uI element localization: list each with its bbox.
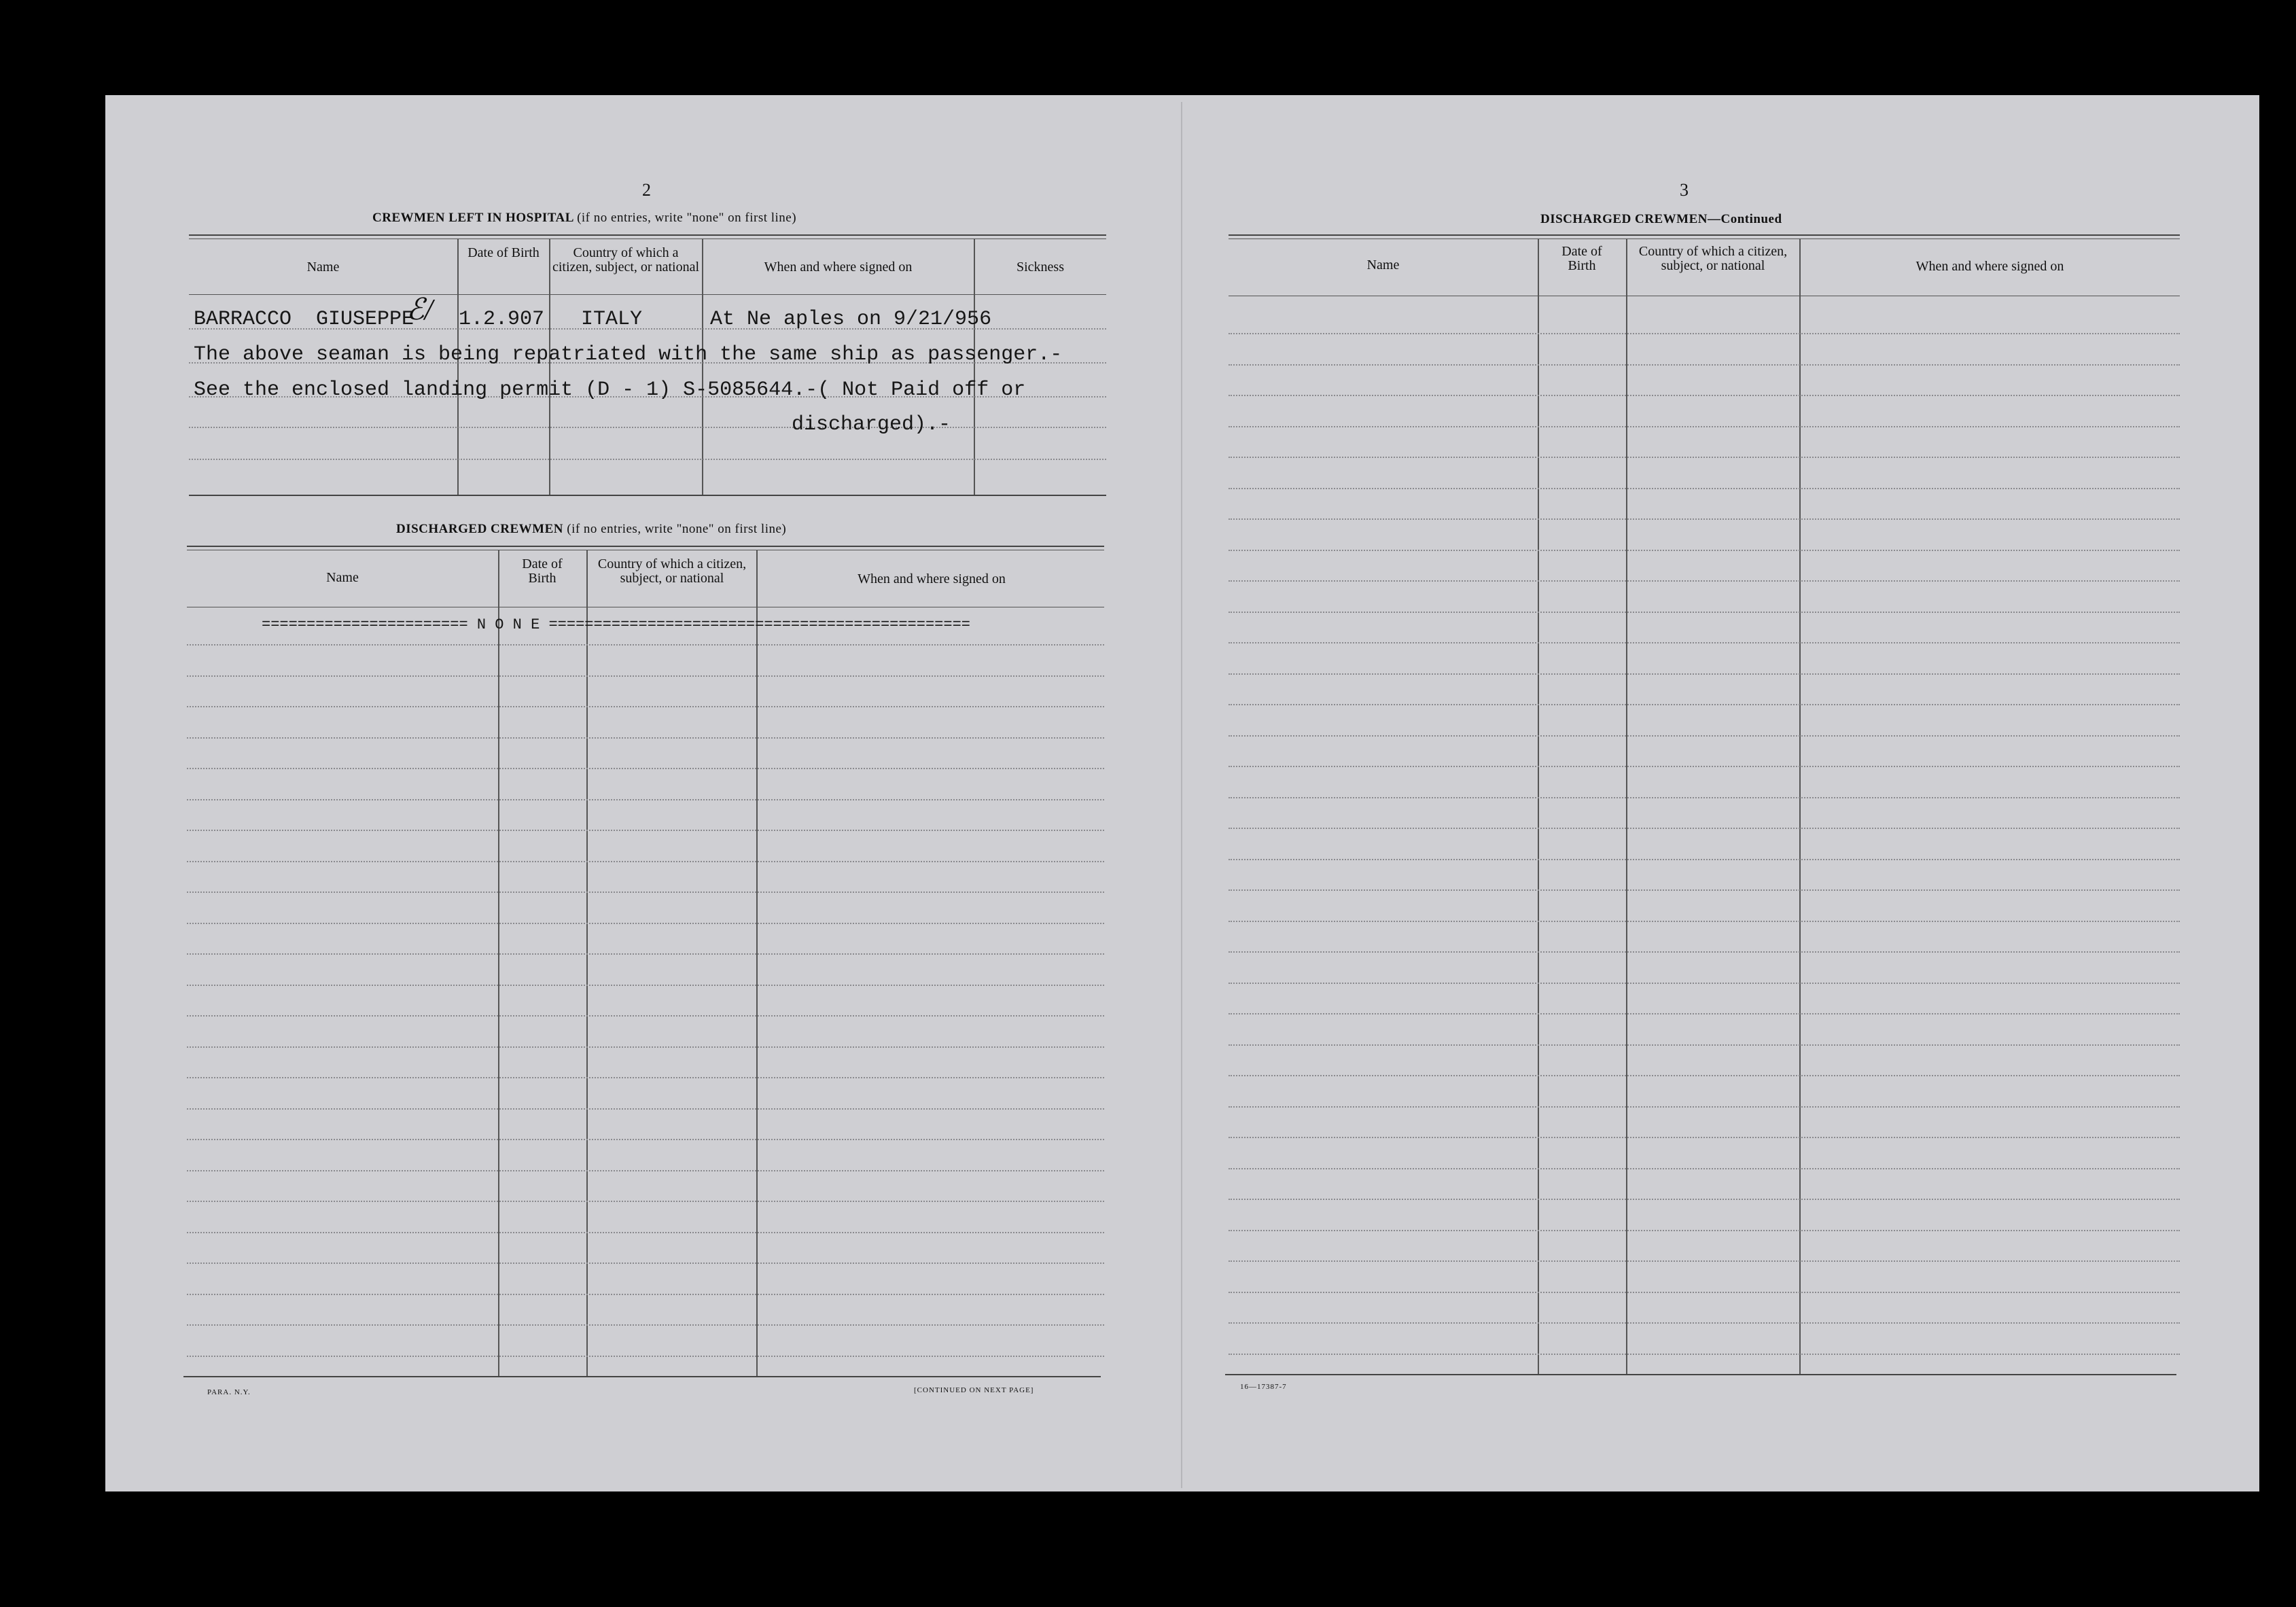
hospital-remark-line-1: The above seaman is being repatriated with the same ship as passenger.- bbox=[194, 343, 1063, 366]
ruled-row-line bbox=[1229, 395, 2180, 396]
discharged-header-name: Name bbox=[326, 570, 359, 585]
discharged-table-bottom-rule bbox=[183, 1376, 1101, 1377]
ruled-row-line bbox=[187, 675, 1104, 677]
ruled-row-line bbox=[1229, 983, 2180, 984]
ruled-row-line bbox=[1229, 426, 2180, 427]
ruled-row-line bbox=[1229, 488, 2180, 489]
hospital-header-signed-on: When and where signed on bbox=[764, 260, 913, 275]
ruled-row-line bbox=[1229, 1292, 2180, 1293]
ruled-row-line bbox=[187, 799, 1104, 800]
ruled-row-line bbox=[1229, 1322, 2180, 1324]
ruled-row-line bbox=[187, 1294, 1104, 1295]
ruled-row-line bbox=[1229, 766, 2180, 767]
discharged-col-divider-1 bbox=[498, 550, 499, 1376]
ruled-row-line bbox=[1229, 1199, 2180, 1200]
ruled-row-line bbox=[1229, 333, 2180, 334]
left-footer-continued: [CONTINUED ON NEXT PAGE] bbox=[914, 1386, 1034, 1394]
right-header-name: Name bbox=[1366, 258, 1400, 272]
ruled-row-line bbox=[187, 1015, 1104, 1017]
handwritten-mark: ℰ/ bbox=[406, 293, 433, 326]
ruled-row-line bbox=[1229, 704, 2180, 705]
ruled-row-line bbox=[1229, 828, 2180, 829]
hospital-col-divider-4 bbox=[974, 239, 975, 495]
ruled-row-line bbox=[187, 891, 1104, 893]
ruled-row-line bbox=[187, 1201, 1104, 1202]
hospital-row-line bbox=[189, 427, 1106, 428]
ruled-row-line bbox=[187, 1077, 1104, 1078]
ruled-row-line bbox=[1229, 921, 2180, 922]
hospital-title-note: (if no entries, write "none" on first line) bbox=[577, 211, 797, 225]
hospital-row-line bbox=[189, 459, 1106, 460]
ruled-row-line bbox=[1229, 889, 2180, 891]
hospital-entry-country: ITALY bbox=[581, 308, 643, 331]
ruled-row-line bbox=[187, 1139, 1104, 1140]
hospital-table-bottom-rule bbox=[189, 495, 1106, 496]
ruled-row-line bbox=[1229, 1137, 2180, 1138]
ruled-row-line bbox=[187, 953, 1104, 955]
hospital-entry-signed-on: At Ne aples on 9/21/956 bbox=[710, 308, 992, 331]
hospital-title-text: CREWMEN LEFT IN HOSPITAL bbox=[372, 211, 573, 225]
hospital-remark-line-2: See the enclosed landing permit (D - 1) S-5085644.-( Not Paid off or bbox=[194, 378, 1026, 402]
ruled-row-line bbox=[1229, 735, 2180, 737]
ruled-row-line bbox=[187, 768, 1104, 769]
ruled-row-line bbox=[1229, 364, 2180, 366]
ruled-row-line bbox=[187, 1262, 1104, 1264]
ruled-row-line bbox=[1229, 518, 2180, 520]
left-page bbox=[105, 95, 1182, 1491]
hospital-col-divider-1 bbox=[457, 239, 459, 495]
discharged-header-country: Country of which a citizen, subject, or national bbox=[597, 557, 747, 586]
right-footer-form-number: 16—17387-7 bbox=[1240, 1383, 1287, 1391]
discharged-title-text: DISCHARGED CREWMEN bbox=[396, 522, 563, 536]
ruled-row-line bbox=[187, 644, 1104, 646]
right-header-country: Country of which a citizen, subject, or national bbox=[1638, 244, 1788, 273]
ruled-row-line bbox=[187, 1232, 1104, 1233]
right-header-dob: Date of Birth bbox=[1561, 244, 1602, 273]
ruled-row-line bbox=[187, 1324, 1104, 1326]
ruled-row-line bbox=[187, 861, 1104, 862]
ruled-row-line bbox=[187, 923, 1104, 924]
hospital-col-divider-2 bbox=[549, 239, 550, 495]
hospital-header-name: Name bbox=[306, 260, 340, 275]
discharged-table-top-rule bbox=[187, 546, 1104, 547]
discharged-header-signed-on: When and where signed on bbox=[858, 571, 1006, 586]
discharged-col-divider-2 bbox=[586, 550, 588, 1376]
discharged-section-title bbox=[396, 522, 786, 537]
ruled-row-line bbox=[1229, 1075, 2180, 1076]
ruled-row-line bbox=[1229, 642, 2180, 643]
ruled-row-line bbox=[1229, 550, 2180, 551]
ruled-row-line bbox=[1229, 859, 2180, 860]
left-footer-printer: PARA. N.Y. bbox=[207, 1388, 251, 1396]
ruled-row-line bbox=[1229, 951, 2180, 953]
ruled-row-line bbox=[1229, 1013, 2180, 1014]
right-page bbox=[1182, 95, 2259, 1491]
ruled-row-line bbox=[1229, 1230, 2180, 1231]
ruled-row-line bbox=[187, 1108, 1104, 1110]
right-section-title: DISCHARGED CREWMEN—Continued bbox=[1540, 212, 1782, 226]
right-col-divider-1 bbox=[1538, 239, 1539, 1374]
ruled-row-line bbox=[1229, 1354, 2180, 1355]
discharged-header-dob: Date of Birth bbox=[522, 557, 563, 586]
hospital-header-dob: Date of Birth bbox=[467, 245, 540, 260]
hospital-table-top-rule bbox=[189, 234, 1106, 236]
hospital-col-divider-3 bbox=[702, 239, 703, 495]
ruled-row-line bbox=[1229, 1044, 2180, 1046]
ruled-row-line bbox=[1229, 580, 2180, 582]
right-table-bottom-rule bbox=[1225, 1374, 2176, 1375]
ruled-row-line bbox=[187, 985, 1104, 986]
ruled-row-line bbox=[187, 1356, 1104, 1357]
hospital-header-sickness: Sickness bbox=[1017, 260, 1064, 275]
ruled-row-line bbox=[1229, 1106, 2180, 1108]
hospital-header-bottom-rule bbox=[189, 294, 1106, 295]
ruled-row-line bbox=[1229, 612, 2180, 613]
right-table-top-rule bbox=[1229, 234, 2180, 236]
right-col-divider-2 bbox=[1626, 239, 1627, 1374]
hospital-entry-dob: 1.2.907 bbox=[459, 308, 545, 331]
discharged-col-divider-3 bbox=[756, 550, 758, 1376]
ruled-row-line bbox=[187, 706, 1104, 707]
hospital-section-title bbox=[372, 211, 796, 226]
ruled-row-line bbox=[187, 830, 1104, 831]
ruled-row-line bbox=[187, 1046, 1104, 1048]
ruled-row-line bbox=[187, 1170, 1104, 1171]
ruled-row-line bbox=[187, 737, 1104, 739]
hospital-remark-line-3: discharged).- bbox=[792, 413, 951, 436]
hospital-header-country: Country of which a citizen, subject, or national bbox=[552, 245, 700, 275]
hospital-entry-name: BARRACCO GIUSEPPE bbox=[194, 308, 414, 331]
right-page-number: 3 bbox=[1680, 180, 1689, 200]
right-col-divider-3 bbox=[1799, 239, 1801, 1374]
ruled-row-line bbox=[1229, 797, 2180, 798]
discharged-none-entry: ======================= N O N E =============================================== bbox=[262, 616, 970, 633]
discharged-title-note: (if no entries, write "none" on first line) bbox=[567, 522, 787, 536]
ruled-row-line bbox=[1229, 1168, 2180, 1169]
left-page-number: 2 bbox=[642, 180, 651, 200]
ruled-row-line bbox=[1229, 1260, 2180, 1262]
ruled-row-line bbox=[1229, 457, 2180, 458]
right-header-signed-on: When and where signed on bbox=[1915, 259, 2064, 274]
ruled-row-line bbox=[1229, 673, 2180, 675]
